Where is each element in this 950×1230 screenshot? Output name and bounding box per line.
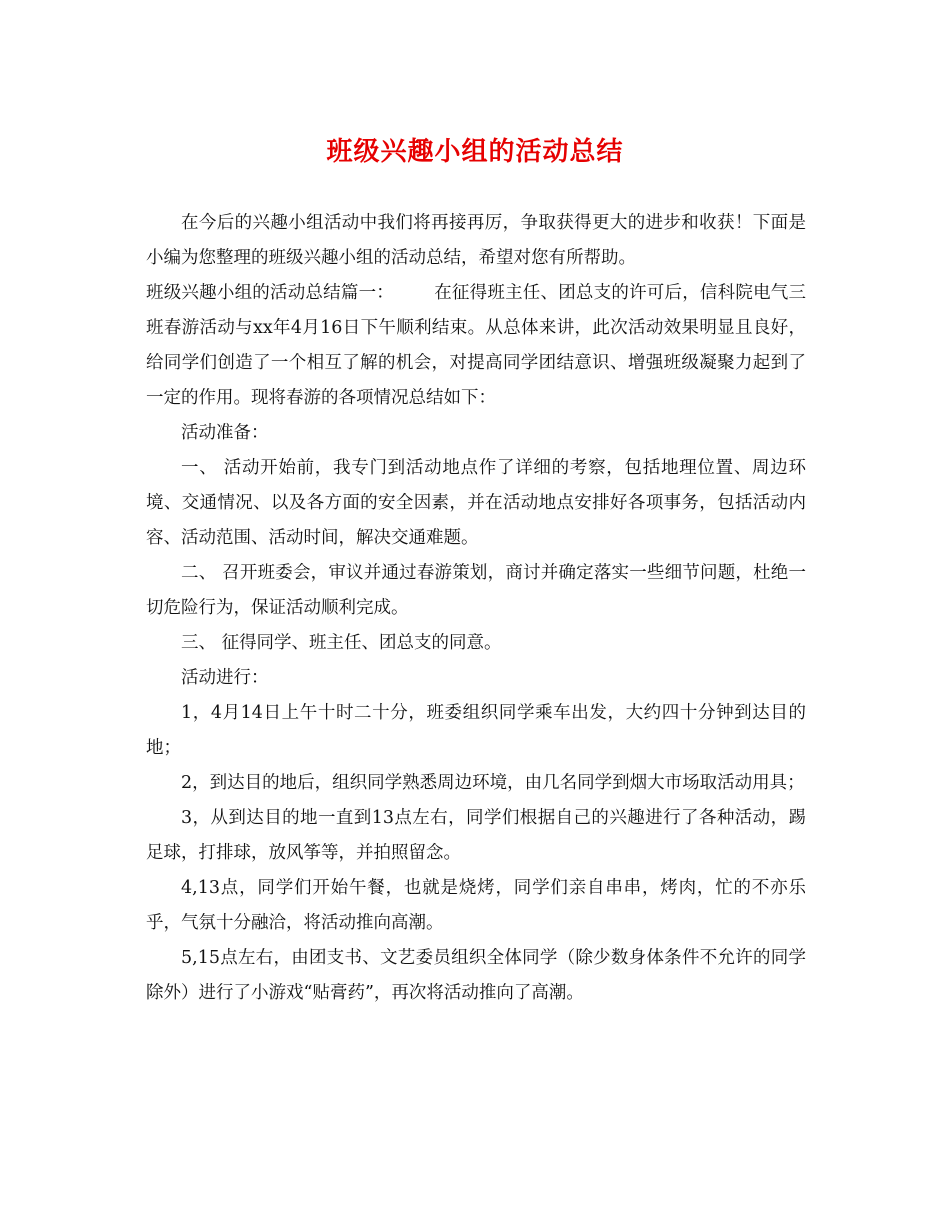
prep-item-1: 一、 活动开始前，我专门到活动地点作了详细的考察，包括地理位置、周边环境、交通情况、以及各方面的安全因素，并在活动地点安排好各项事务，包括活动内容、活动范围、活动时间，解决交通难题。	[146, 458, 806, 548]
document-title: 班级兴趣小组的活动总结	[326, 137, 624, 167]
document-body	[146, 206, 806, 1011]
progress-heading: 活动进行：	[181, 668, 269, 688]
intro-paragraph: 在今后的兴趣小组活动中我们将再接再厉，争取获得更大的进步和收获！下面是小编为您整理的班级兴趣小组的活动总结，希望对您有所帮助。	[146, 213, 806, 268]
section-lead: 在征得班主任、团总支的许可后，信科院电气三班春游活动与xx年4月16日下午顺利结束。从总体来讲，此次活动效果明显且良好，给同学们创造了一个相互了解的机会，对提高同学团结意识、增强班级凝聚力起到了一定的作用。现将春游的各项情况总结如下：	[146, 283, 806, 408]
progress-item-5: 5,15点左右，由团支书、文艺委员组织全体同学（除少数身体条件不允许的同学除外）进行了小游戏“贴膏药”，再次将活动推向了高潮。	[146, 948, 806, 1003]
progress-item-4: 4,13点，同学们开始午餐，也就是烧烤，同学们亲自串串，烤肉，忙的不亦乐乎，气氛十分融洽，将活动推向高潮。	[146, 878, 806, 933]
section-paragraph	[146, 276, 806, 416]
progress-item-2: 2，到达目的地后，组织同学熟悉周边环境，由几名同学到烟大市场取活动用具；	[181, 773, 805, 793]
progress-item-1: 1，4月14日上午十时二十分，班委组织同学乘车出发，大约四十分钟到达目的地；	[146, 703, 806, 758]
prep-item-2: 二、 召开班委会，审议并通过春游策划，商讨并确定落实一些细节问题，杜绝一切危险行为，保证活动顺利完成。	[146, 563, 806, 618]
progress-item-3: 3，从到达目的地一直到13点左右，同学们根据自己的兴趣进行了各种活动，踢足球，打排球，放风筝等，并拍照留念。	[146, 808, 806, 863]
prep-item-3: 三、 征得同学、班主任、团总支的同意。	[181, 633, 502, 653]
section-heading: 班级兴趣小组的活动总结篇一：	[146, 283, 394, 303]
prep-heading: 活动准备：	[181, 423, 269, 443]
